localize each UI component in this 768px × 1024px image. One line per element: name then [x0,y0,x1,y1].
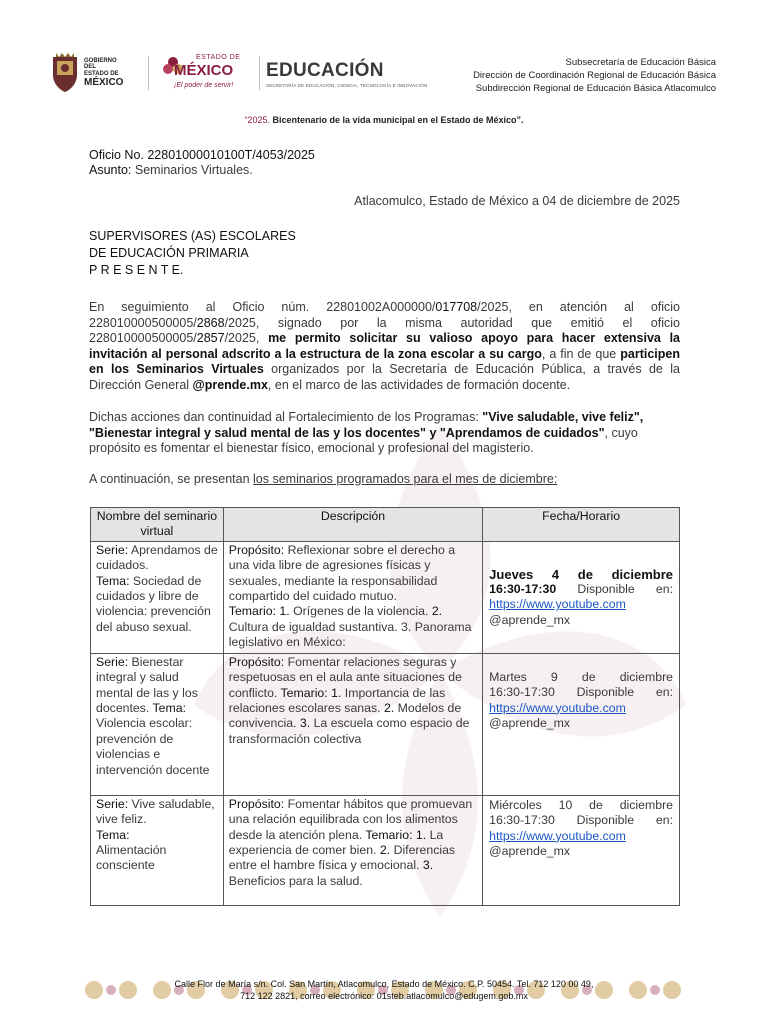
paragraph-seguimiento: En seguimiento al Oficio núm. 22801002A000000/017708/2025, en atención al oficio 228010000500005/2868/2025, signado por la misma autoridad que emitió el oficio 228010000500005/2857/2025, me permito solicitar su valioso apoyo para hacer extensiva la invitación al personal adscrito a la estructura de la zona escolar a su cargo, a fin de que participen en los Seminarios Virtuales organizados por la Secretaría de Educación Pública, a través de la Dirección General @prende.mx, en el marco de las actividades de formación docente. [89,300,681,392]
table-header-row [91,508,680,542]
educacion-subtitle: SECRETARÍA DE EDUCACIÓN, CIENCIA, TECNOLOGÍA E INNOVACIÓN [266,83,428,88]
letterhead [0,0,768,110]
educacion-logo [266,60,446,94]
header-nombre: Nombre del seminario virtual [91,508,224,542]
disponible-label: Disponible en: [577,581,673,596]
seminario-descripcion: Propósito: Fomentar hábitos que promuevan una relación equilibrada con los alimentos desde la atención plena. Temario: 1. La experiencia de comer bien. 2. Diferencias entre el hambre física y emocional. 3. Beneficios para la salud. [223,795,482,905]
canal: @aprende_mx [489,844,571,859]
seminario-fecha [483,795,680,905]
table-row [91,541,680,653]
educacion-title: EDUCACIÓN [266,60,384,81]
table-row [91,653,680,795]
edomex-logo [160,52,255,94]
disponible-label: Disponible en: [576,685,674,700]
asunto-text: Seminarios Virtuales. [134,163,253,177]
edomex-mexico: MÉXICO [174,62,234,79]
edomex-lema: ¡El poder de servir! [174,82,234,89]
fecha-dia: Jueves 4 de diciembre [489,566,673,582]
fecha-dia: Miércoles 10 de diciembre [489,797,673,812]
oficio-block [89,148,680,178]
header-fecha: Fecha/Horario [483,508,680,542]
seminario-fecha [483,541,680,653]
oficio-numero: Oficio No. 22801000010100T/4053/2025 [89,148,315,162]
header-descripcion: Descripción [223,508,482,542]
slogan-year: “2025. [244,115,270,125]
coat-of-arms-icon [50,53,80,93]
seminario-nombre: Serie: Aprendamos de cuidados. Tema: Sociedad de cuidados y libre de violencia: prevención del abuso sexual. [91,541,224,653]
seminario-fecha [483,653,680,795]
dependencia-line: Subsecretaría de Educación Básica [565,57,716,68]
gobierno-text [84,58,128,89]
footer-address [80,978,688,1002]
edomex-estado: ESTADO DE [196,54,241,61]
fecha-lugar: Atlacomulco, Estado de México a 04 de diciembre de 2025 [354,194,680,208]
canal: @aprende_mx [489,612,571,627]
hora: 16:30-17:30 [489,813,555,828]
footer [80,972,688,1012]
seminario-descripcion: Propósito: Fomentar relaciones seguras y respetuosas en el aula ante situaciones de conflicto. Temario: 1. Importancia de las relaciones escolares sanas. 2. Modelos de convivencia. 3. La escuela como espacio de transformación colectiva [223,653,482,795]
footer-line-2: 712 122 2821, correo electrónico: 01steb.atlacomulco@edugem.gob.mx [240,991,528,1001]
dependencia-line: Dirección de Coordinación Regional de Educación Básica [473,70,716,81]
disponible-label: Disponible en: [576,813,674,828]
gobierno-logo [50,52,140,94]
slogan [0,115,768,125]
hora: 16:30-17:30 [489,685,555,700]
header-divider [259,56,260,90]
slogan-text: Bicentenario de la vida municipal en el Estado de México”. [272,115,524,125]
gobierno-line-2: ESTADO DE [84,70,119,77]
dependencia-line: Subdirección Regional de Educación Básica Atlacomulco [475,83,716,94]
seminario-nombre: Serie: Bienestar integral y salud mental de las y los docentes. Tema: Violencia escolar: prevención de violencias e intervención docente [91,653,224,795]
youtube-link[interactable]: https://www.youtube.com [489,828,626,843]
seminarios-table [90,507,680,906]
gobierno-line-1: GOBIERNO DEL [84,57,117,71]
destinatario-line: SUPERVISORES (AS) ESCOLARES [89,229,296,243]
destinatario-line: DE EDUCACIÓN PRIMARIA [89,246,249,260]
youtube-link[interactable]: https://www.youtube.com [489,700,626,715]
table-row [91,795,680,905]
seminario-nombre: Serie: Vive saludable, vive feliz. Tema: Alimentación consciente [91,795,224,905]
paragraph-programas: Dichas acciones dan continuidad al Fortalecimiento de los Programas: "Vive saludable, vive feliz", "Bienestar integral y salud mental de las y los docentes" y "Aprendamos de cuidados", cuyo propósito es fomentar el bienestar físico, emocional y profesional del magisterio. [89,410,644,456]
paragraph-continuacion: A continuación, se presentan los seminarios programados para el mes de diciembre: [89,472,558,486]
hora: 16:30-17:30 [489,581,557,596]
asunto-label: Asunto: [89,163,132,177]
destinatario [89,228,296,279]
fecha-dia: Martes 9 de diciembre [489,669,673,684]
document-body [89,148,681,486]
header-divider [148,56,149,90]
gobierno-line-3: MÉXICO [84,77,124,89]
seminario-descripcion: Propósito: Reflexionar sobre el derecho a una vida libre de agresiones físicas y sexuales, mediante la responsabilidad compartido del cuidado mutuo. Temario: 1. Orígenes de la violencia. 2. Cultura de igualdad sustantiva. 3. Panorama legislativo en México: [223,541,482,653]
dependencias [473,56,716,95]
youtube-link[interactable]: https://www.youtube.com [489,597,626,612]
footer-line-1: Calle Flor de María s/n. Col. San Martín, Atlacomulco, Estado de México. C.P. 50454. Tel. 712 120 00 49, [174,979,594,989]
destinatario-line: P R E S E N T E. [89,263,184,277]
canal: @aprende_mx [489,716,571,731]
